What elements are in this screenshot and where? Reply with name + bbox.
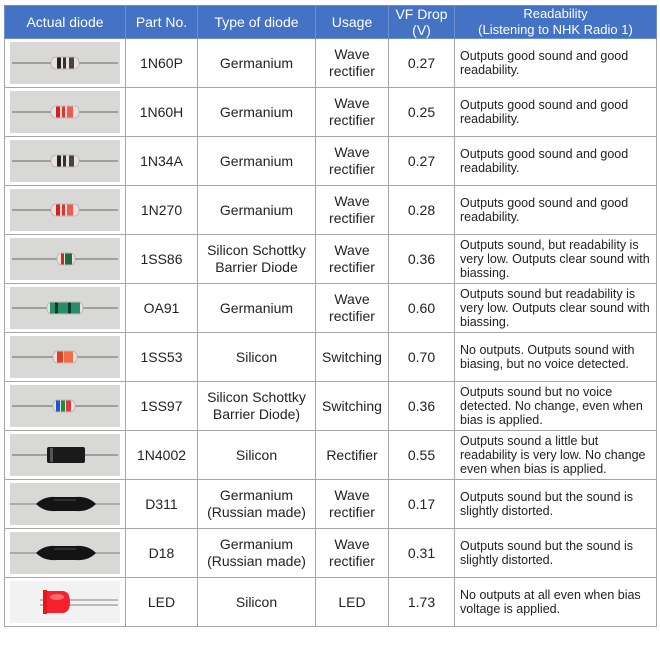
usage-cell: Wave rectifier: [316, 235, 389, 284]
readability-cell: Outputs sound but the sound is slightly distorted.: [455, 480, 657, 529]
part-no-cell: 1N34A: [126, 137, 198, 186]
header-vf-line2: (V): [412, 22, 431, 38]
part-no-cell: 1SS86: [126, 235, 198, 284]
table-row: [5, 39, 657, 88]
vf-drop-cell: 0.27: [389, 137, 455, 186]
header-part-no: Part No.: [126, 6, 198, 39]
diode-photo-cell: [5, 578, 126, 627]
table-row: [5, 137, 657, 186]
usage-cell: Wave rectifier: [316, 137, 389, 186]
diode-type-cell: Silicon: [198, 431, 316, 480]
diode-photo-cell: [5, 382, 126, 431]
diode-photo: [10, 483, 120, 525]
header-vf-line1: VF Drop: [395, 6, 448, 22]
usage-cell: Wave rectifier: [316, 284, 389, 333]
header-readability-line2: (Listening to NHK Radio 1): [478, 22, 633, 37]
part-no-cell: 1N4002: [126, 431, 198, 480]
glass-diode-black-bands-icon: [10, 140, 120, 182]
table-row: [5, 88, 657, 137]
usage-cell: Wave rectifier: [316, 88, 389, 137]
diode-photo-cell: [5, 235, 126, 284]
black-spindle-diode-icon: [10, 483, 120, 525]
diode-type-cell: Germanium: [198, 186, 316, 235]
usage-cell: Wave rectifier: [316, 480, 389, 529]
glass-diode-black-bands-icon: [10, 42, 120, 84]
diode-photo: [10, 42, 120, 84]
part-no-cell: 1N60H: [126, 88, 198, 137]
usage-cell: Rectifier: [316, 431, 389, 480]
diode-photo: [10, 287, 120, 329]
readability-cell: No outputs. Outputs sound with biasing, but no voice detected.: [455, 333, 657, 382]
diode-photo: [10, 385, 120, 427]
table-row: [5, 431, 657, 480]
usage-cell: Switching: [316, 333, 389, 382]
readability-cell: No outputs at all even when bias voltage is applied.: [455, 578, 657, 627]
diode-photo-cell: [5, 284, 126, 333]
diode-photo-cell: [5, 431, 126, 480]
header-type: Type of diode: [198, 6, 316, 39]
part-no-cell: 1N270: [126, 186, 198, 235]
diode-photo: [10, 581, 120, 623]
diode-photo-cell: [5, 39, 126, 88]
diode-type-cell: Germanium (Russian made): [198, 480, 316, 529]
part-no-cell: LED: [126, 578, 198, 627]
part-no-cell: 1SS97: [126, 382, 198, 431]
diode-photo: [10, 336, 120, 378]
diode-photo-cell: [5, 137, 126, 186]
readability-cell: Outputs good sound and good readability.: [455, 137, 657, 186]
readability-cell: Outputs sound but readability is very low. Outputs clear sound with biassing.: [455, 284, 657, 333]
vf-drop-cell: 0.31: [389, 529, 455, 578]
usage-cell: Wave rectifier: [316, 529, 389, 578]
vf-drop-cell: 0.36: [389, 382, 455, 431]
diode-comparison-table-container: [4, 5, 656, 627]
usage-cell: Wave rectifier: [316, 186, 389, 235]
vf-drop-cell: 0.28: [389, 186, 455, 235]
readability-cell: Outputs good sound and good readability.: [455, 186, 657, 235]
header-readability: [455, 6, 657, 39]
table-row: [5, 186, 657, 235]
table-row: [5, 529, 657, 578]
diode-type-cell: Germanium: [198, 284, 316, 333]
table-row: [5, 284, 657, 333]
diode-type-cell: Silicon: [198, 333, 316, 382]
usage-cell: Switching: [316, 382, 389, 431]
diode-type-cell: Germanium: [198, 137, 316, 186]
header-row: [5, 6, 657, 39]
diode-photo: [10, 189, 120, 231]
diode-type-cell: Germanium (Russian made): [198, 529, 316, 578]
header-readability-line1: Readability: [523, 6, 588, 21]
glass-diode-green-icon: [10, 287, 120, 329]
part-no-cell: 1SS53: [126, 333, 198, 382]
readability-cell: Outputs sound but the sound is slightly distorted.: [455, 529, 657, 578]
vf-drop-cell: 0.17: [389, 480, 455, 529]
red-led-icon: [10, 581, 120, 623]
part-no-cell: 1N60P: [126, 39, 198, 88]
diode-photo-cell: [5, 186, 126, 235]
diode-photo: [10, 434, 120, 476]
vf-drop-cell: 0.60: [389, 284, 455, 333]
vf-drop-cell: 0.25: [389, 88, 455, 137]
readability-cell: Outputs sound but no voice detected. No change, even when bias is applied.: [455, 382, 657, 431]
diode-type-cell: Germanium: [198, 39, 316, 88]
black-rectifier-diode-icon: [10, 434, 120, 476]
vf-drop-cell: 0.70: [389, 333, 455, 382]
black-spindle-diode-icon: [10, 532, 120, 574]
diode-photo: [10, 238, 120, 280]
readability-cell: Outputs sound a little but readability is very low. No change even when bias is applied.: [455, 431, 657, 480]
header-vf-drop: [389, 6, 455, 39]
vf-drop-cell: 0.27: [389, 39, 455, 88]
vf-drop-cell: 0.55: [389, 431, 455, 480]
table-row: [5, 235, 657, 284]
diode-comparison-table: [4, 5, 657, 627]
table-row: [5, 333, 657, 382]
diode-photo-cell: [5, 529, 126, 578]
diode-photo-cell: [5, 333, 126, 382]
header-usage: Usage: [316, 6, 389, 39]
small-diode-green-icon: [10, 238, 120, 280]
diode-photo: [10, 140, 120, 182]
part-no-cell: OA91: [126, 284, 198, 333]
vf-drop-cell: 0.36: [389, 235, 455, 284]
diode-photo-cell: [5, 88, 126, 137]
table-row: [5, 480, 657, 529]
diode-type-cell: Silicon Schottky Barrier Diode): [198, 382, 316, 431]
part-no-cell: D311: [126, 480, 198, 529]
vf-drop-cell: 1.73: [389, 578, 455, 627]
diode-type-cell: Silicon: [198, 578, 316, 627]
diode-type-cell: Germanium: [198, 88, 316, 137]
table-row: [5, 578, 657, 627]
glass-diode-blue-green-icon: [10, 385, 120, 427]
readability-cell: Outputs sound, but readability is very low. Outputs clear sound with biassing.: [455, 235, 657, 284]
glass-diode-red-bands-icon: [10, 91, 120, 133]
diode-photo: [10, 91, 120, 133]
usage-cell: LED: [316, 578, 389, 627]
glass-diode-orange-icon: [10, 336, 120, 378]
part-no-cell: D18: [126, 529, 198, 578]
table-row: [5, 382, 657, 431]
diode-photo-cell: [5, 480, 126, 529]
readability-cell: Outputs good sound and good readability.: [455, 39, 657, 88]
header-actual-diode: Actual diode: [5, 6, 126, 39]
readability-cell: Outputs good sound and good readability.: [455, 88, 657, 137]
glass-diode-red-bands-icon: [10, 189, 120, 231]
diode-photo: [10, 532, 120, 574]
usage-cell: Wave rectifier: [316, 39, 389, 88]
diode-type-cell: Silicon Schottky Barrier Diode: [198, 235, 316, 284]
